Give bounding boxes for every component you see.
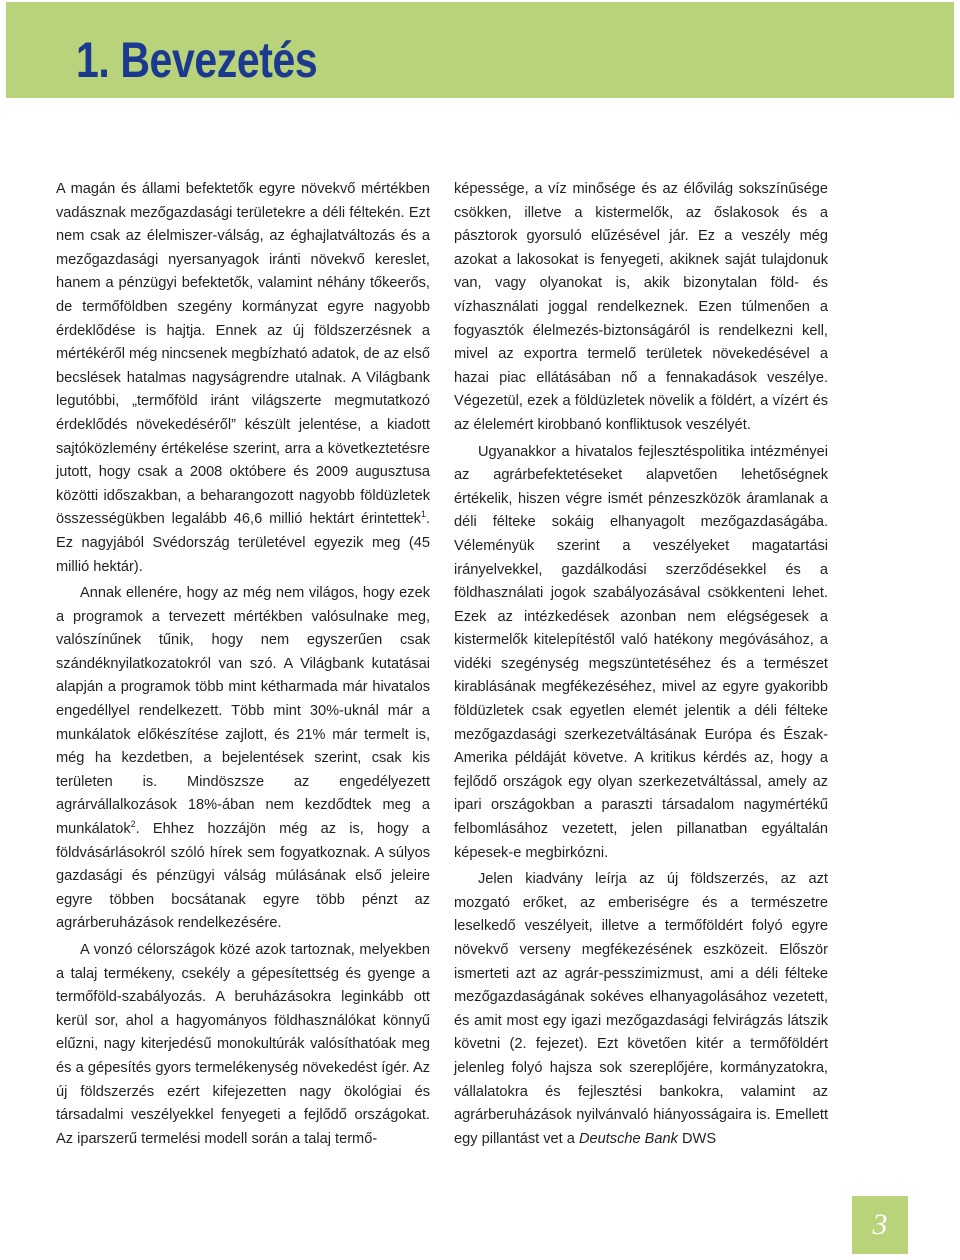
left-text-column bbox=[56, 178, 430, 1151]
paragraph bbox=[56, 178, 430, 579]
footnote-ref[interactable]: 1 bbox=[420, 509, 426, 520]
paragraph: képessége, a víz minősége és az élővilág sokszínűsége csökken, illetve a kistermelők, az őslakosok és a pásztorok gyorsuló elűzésével jár. Ez a veszély még azokat a lakosokat is fenyegeti, akiknek saját tulajdonuk van, vagy olyanokat is, akik bizonytalan föld- és vízhasználati joggal rendelkeznek. Ezen túlmenően a fogyasztók élelmezés-biztonságáról is rendelkezni kell, mivel az exportra termelő területek növekedésével a hazai piac ellátásában nő a fennakadások veszélye. Végezetül, ezek a földüzletek növelik a földért, a vízért és az élelemért kirobbanó konfliktusok veszélyét. bbox=[454, 181, 828, 433]
chapter-header-band bbox=[6, 2, 954, 98]
right-text-column bbox=[454, 178, 828, 1151]
chapter-title: 1. Bevezetés bbox=[76, 32, 318, 88]
paragraph bbox=[56, 582, 430, 936]
paragraph: Ugyanakkor a hivatalos fejlesztéspolitika intézményei az agrárbefektetéseket alapvetően lehetőségnek értékelik, hiszen végre ismét pénzeszközök áramlanak a déli félteke sokáig elhanyagolt mezőgazdaságába. Véleményük szerint a veszélyeket magatartási irányelvekkel, gazdálkodási szerződésekkel és a földhasználati jogok szabályozásával csökkenteni lehet. Ezek az intézkedések azonban nem elégségesek a kistermelők kitelepítéstől való hatékony megóvásához, a vidéki szegénység megszüntetéséhez és a természet kirablásának megfékezéséhez, mivel az egyre gyakoribb földüzletek csak egyetlen elemét jelentik a déli félteke mezőgazdasági szerkezetváltásának Európa és Észak-Amerika példáját követve. A kritikus kérdés az, hogy a fejlődő országok egy olyan szerkezetváltással, amely az ipari országokban a paraszti társadalom nagymértékű felbomlásához vezetett, jelen pillanatban egyáltalán képesek-e megbirkózni. bbox=[454, 443, 828, 861]
paragraph-text: A magán és állami befektetők egyre növekvő mértékben vadásznak mezőgazdasági területekre a déli féltekén. Ezt nem csak az élelmiszer-válság, az éghajlatváltozás és a mezőgazdasági nyersanyagok iránti növekvő kereslet, hanem a pénzügyi befektetők, valamint néhány tőkeerős, de termőföldben szegény kormányzat egyre nagyobb érdeklődése is hajtja. Ennek az új földszerzésnek a mértékéről még nincsenek megbízható adatok, de az első becslések hatalmas nagyságrendre utalnak. A Világbank legutóbbi, „termőföld iránt világszerte megmutatkozó érdeklődés növekedéséről” készült jelentése, a kiadott sajtóközlemény értékelése szerint, arra a következtetésre jutott, hogy csak a 2008 októbere és 2009 augusztusa közötti időszakban, a beharangozott nagyobb földüzletek összességükben legalább 46,6 millió hektárt érintettek bbox=[56, 181, 430, 528]
paragraph-text: . Ehhez hozzájön még az is, hogy a földvásárlásokról szóló hírek sem fogyatkoznak. A súlyos gazdasági és pénzügyi válság múlásának első jeleire egyre többen bocsátanak egyre több pénzt az agrárberuházások rendelkezésére. bbox=[56, 821, 430, 932]
paragraph-text: DWS bbox=[682, 1130, 717, 1147]
footnote-ref[interactable]: 2 bbox=[130, 819, 136, 830]
emphasis-text: Deutsche Bank bbox=[578, 1130, 678, 1147]
page-number-box bbox=[852, 1196, 908, 1254]
paragraph-text: . Ez nagyjából Svédország területével egyezik meg (45 millió hektár). bbox=[56, 511, 430, 575]
paragraph-text: Jelen kiadvány leírja az új földszerzés, az azt mozgató erőket, az emberiségre és a természetre leselkedő veszélyeit, illetve a termőföldért folyó egyre növekvő verseny megfékezésének eszközeit. Először ismerteti azt az agrár-pesszimizmust, ami a déli félteke mezőgazdaságának sokéves elhanyagolásához vezetett, és amit most egy igazi mezőgazdasági felvirágzás látszik követni (2. fejezet). Ezt követően kitér a termőföldért jelenleg folyó hajsza sok szereplőjére, kormányzatokra, vállalatokra és fejlesztési bankokra, valamint az agrárberuházások nyilvánvaló hiányosságaira is. Emellett egy pillantást vet a bbox=[454, 871, 828, 1147]
paragraph: A vonzó célországok közé azok tartoznak, melyekben a talaj termékeny, csekély a gépesítettség és gyenge a termőföld-szabályozás. A beruházásokra leginkább ott kerül sor, ahol a hagyományos földhasználókat könnyű elűzni, nagy kiterjedésű monokultúrák valósíthatóak meg és a gépesítés gyors termelékenység növekedést ígér. Az új földszerzés ezért kifejezetten nagy ökológiai és társadalmi veszélyekkel fenyegeti a fejlődő országokat. Az iparszerű termelési modell során a talaj termő- bbox=[56, 942, 430, 1147]
paragraph bbox=[454, 868, 828, 1151]
paragraph-text: Annak ellenére, hogy az még nem világos, hogy ezek a programok a tervezett mértékben valósulnake meg, valószínűnek tűnik, hogy nem egyszerűen csak szándéknyilatkozatokról van szó. A Világbank kutatásai alapján a programok több mint kétharmada már hivatalos engedéllyel rendelkezett. Több mint 30%-uknál már a munkálatok előkészítése zajlott, és 21% már termelt is, még ha kezdetben, a bejelentések szerint, csak kis területen is. Mindöszsze az engedélyezett agrárvállalkozások 18%-ában nem kezdődtek meg a munkálatok bbox=[56, 585, 430, 838]
page-number: 3 bbox=[872, 1208, 888, 1241]
